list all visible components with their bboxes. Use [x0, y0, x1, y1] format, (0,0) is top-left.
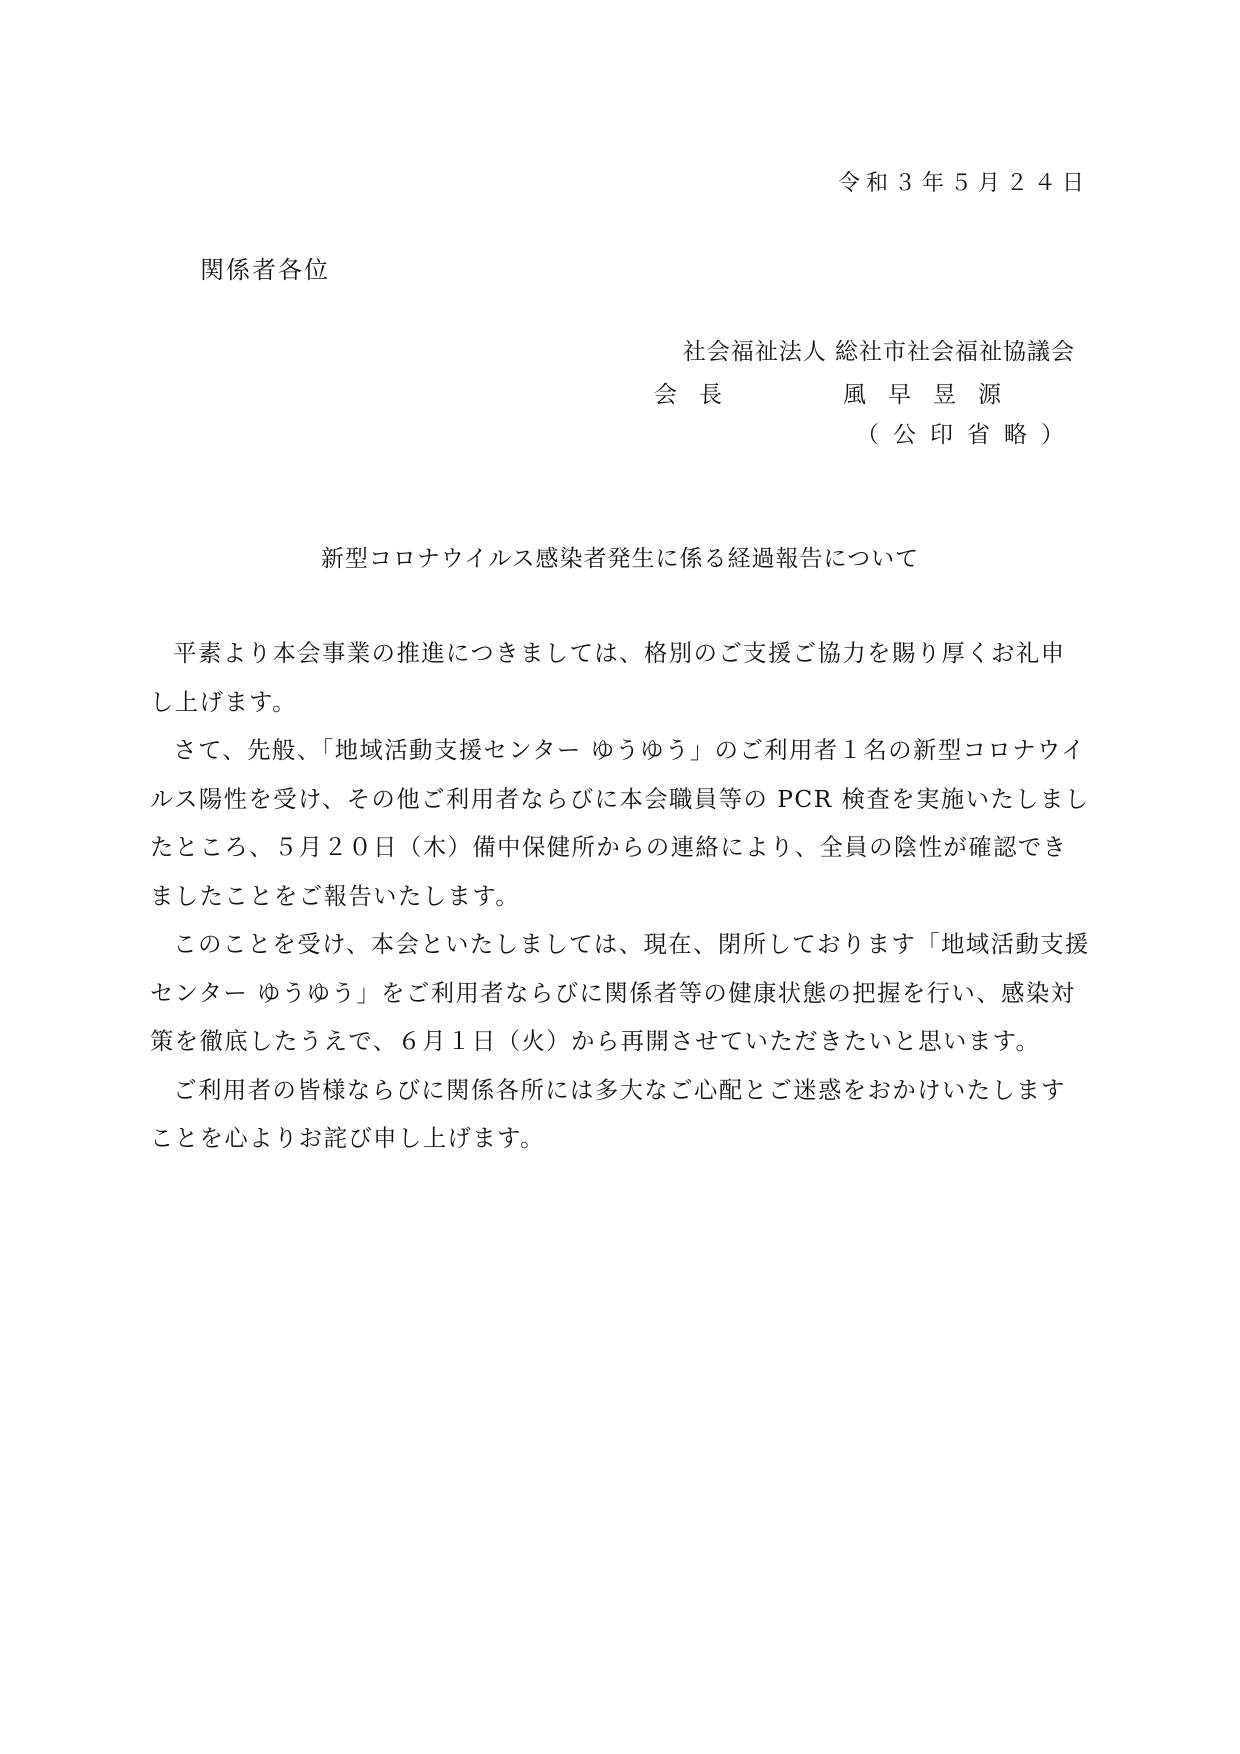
addressee: 関係者各位 — [200, 256, 330, 284]
seal-omitted-note: （公印省略） — [856, 422, 1078, 448]
body-paragraph: 平素より本会事業の推進につきましては、格別のご支援ご協力を賜り厚くお礼申し上げます。 — [150, 640, 1066, 716]
sender-organization: 社会福祉法人 総社市社会福祉協議会 — [682, 339, 1075, 365]
sender-name: 風早昱源 — [843, 382, 1023, 408]
body-paragraph: このことを受け、本会といたしましては、現在、閉所しております「地域活動支援センター ゆうゆう」をご利用者ならびに関係者等の健康状態の把握を行い、感染対策を徹底したうえで、６月１日（火）から再開させていただきたいと思います。 — [150, 931, 1090, 1055]
body-paragraph: さて、先般、「地域活動支援センター ゆうゆう」のご利用者１名の新型コロナウイルス陽性を受け、その他ご利用者ならびに本会職員等の PCR 検査を実施いたしましたところ、５月２０日（木）備中保健所からの連絡により、全員の陰性が確認できましたことをご報告いたします。 — [150, 737, 1090, 910]
document-title: 新型コロナウイルス感染者発生に係る経過報告について — [320, 546, 920, 572]
body-paragraph: ご利用者の皆様ならびに関係各所には多大なご心配とご迷惑をおかけいたしますことを心よりお詫び申し上げます。 — [150, 1076, 1066, 1152]
sender-title: 会長 — [654, 382, 744, 408]
letter-body — [150, 630, 1090, 1164]
letter-date: 令和３年５月２４日 — [837, 171, 1090, 196]
